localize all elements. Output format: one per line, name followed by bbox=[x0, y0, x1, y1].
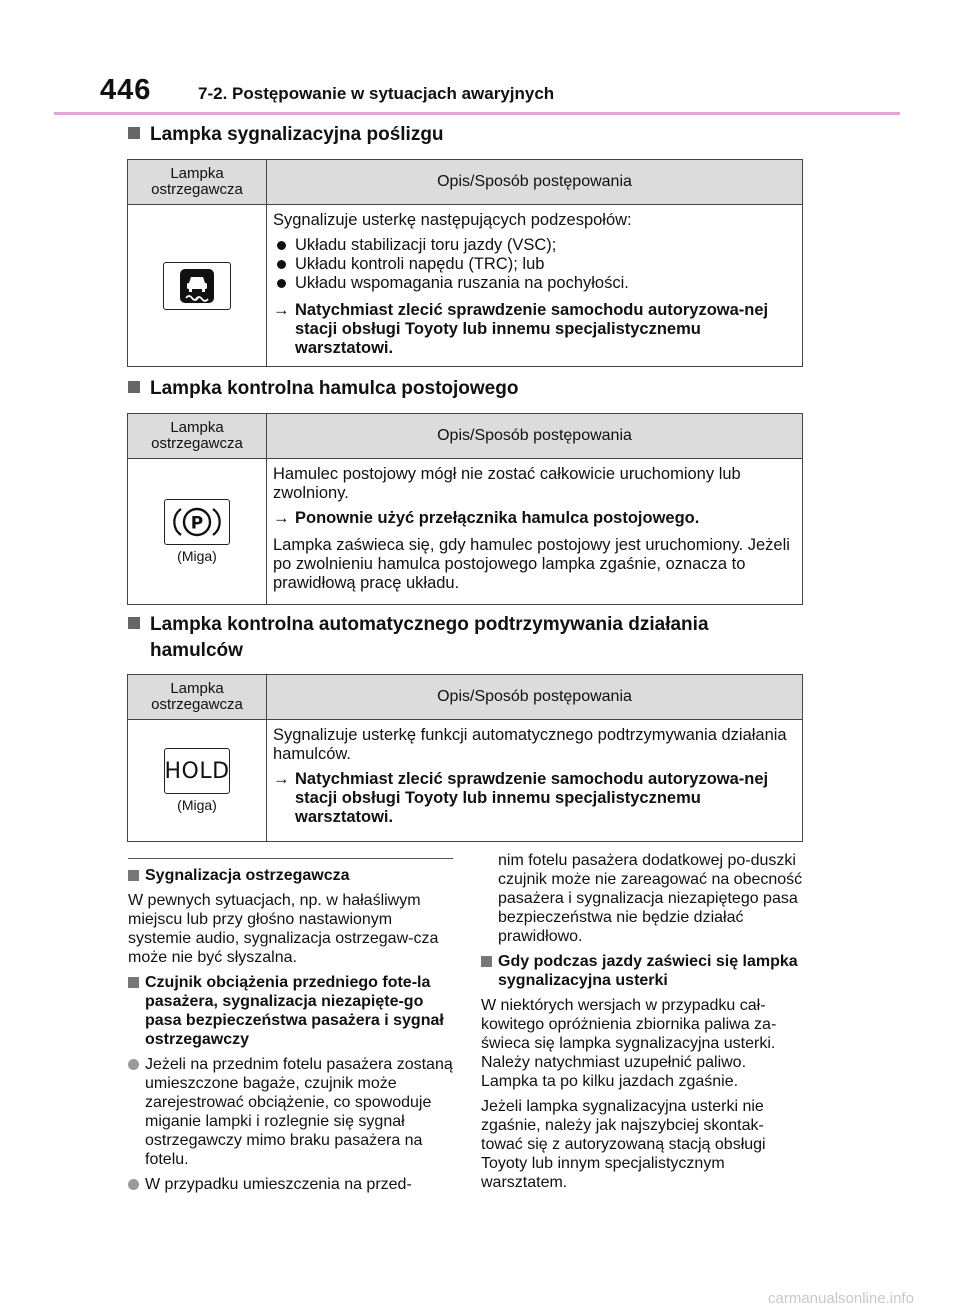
column-header-lamp: Lampka ostrzegawcza bbox=[128, 675, 267, 719]
hold-icon: HOLD bbox=[164, 748, 230, 794]
column-header-description: Opis/Sposób postępowania bbox=[437, 427, 632, 444]
table-skid-lamp bbox=[127, 159, 803, 367]
square-bullet-icon bbox=[128, 127, 140, 139]
subheading: Sygnalizacja ostrzegawcza bbox=[128, 866, 456, 885]
square-bullet-icon bbox=[128, 870, 139, 881]
square-bullet-icon bbox=[128, 381, 140, 393]
round-bullet-icon bbox=[128, 1059, 139, 1070]
parking-brake-icon bbox=[164, 499, 230, 545]
description-cell bbox=[267, 459, 802, 604]
column-divider bbox=[128, 858, 453, 859]
subheading: Czujnik obciążenia przedniego fote-la pasażera, sygnalizacja niezapięte-go pasa bezpieczeństwa pasażera i sygnał ostrzegawczy bbox=[128, 973, 456, 1049]
list-item: W przypadku umieszczenia na przed- bbox=[128, 1175, 456, 1194]
blink-caption: (Miga) bbox=[177, 797, 217, 813]
section-title-skid: Lampka sygnalizacyjna poślizgu bbox=[128, 122, 444, 148]
square-bullet-icon bbox=[128, 617, 140, 629]
description-text: Sygnalizuje usterkę funkcji automatycznego podtrzymywania działania hamulców. bbox=[273, 726, 787, 763]
blink-caption: (Miga) bbox=[177, 548, 217, 564]
paragraph: W niektórych wersjach w przypadku cał-kowitego opróżnienia zbiornika paliwa za-świeca się lampka sygnalizacyjna usterki. Należy natychmiast uzupełnić paliwo. Lampka ta po kilku jazdach zgaśnie. bbox=[481, 997, 777, 1090]
arrow-icon: → bbox=[273, 301, 290, 319]
paragraph: W pewnych sytuacjach, np. w hałaśliwym miejscu lub przy głośno nastawionym systemie audio, sygnalizacja ostrzegaw-cza może nie być słyszalna. bbox=[128, 892, 439, 966]
round-bullet-icon bbox=[128, 1179, 139, 1190]
watermark: carmanualsonline.info bbox=[768, 1290, 914, 1307]
list-item: Układu kontroli napędu (TRC); lub bbox=[273, 255, 792, 274]
square-bullet-icon bbox=[481, 956, 492, 967]
page-number: 446 bbox=[100, 74, 152, 106]
description-text: Lampka zaświeca się, gdy hamulec postojowy jest uruchomiony. Jeżeli po zwolnieniu hamulca postojowego lampka zgaśnie, oznacza to prawidłową pracę układu. bbox=[273, 536, 790, 592]
description-text: Hamulec postojowy mógł nie zostać całkowicie uruchomiony lub zwolniony. bbox=[273, 465, 741, 502]
svg-text:P: P bbox=[190, 513, 204, 534]
paragraph: nim fotelu pasażera dodatkowej po-duszki czujnik może nie zareagować na obecność pasażera i sygnalizacja niezapiętego pasa bezpieczeństwa nie będzie działać prawidłowo. bbox=[498, 852, 803, 945]
skid-warning-icon bbox=[163, 262, 231, 310]
list-item: Jeżeli na przednim fotelu pasażera zostaną umieszczone bagaże, czujnik może zarejestrować obciążenie, co spowoduje miganie lampki i rozlegnie się sygnał ostrzegawczy mimo braku pasażera na fotelu. bbox=[128, 1055, 456, 1169]
chapter-title: 7-2. Postępowanie w sytuacjach awaryjnych bbox=[198, 84, 555, 103]
column-header-lamp: Lampka ostrzegawcza bbox=[128, 414, 267, 458]
arrow-icon: → bbox=[273, 509, 290, 527]
action-text: → Natychmiast zlecić sprawdzenie samochodu autoryzowa-nej stacji obsługi Toyoty lub innemu specjalistycznemu warsztatowi. bbox=[273, 770, 769, 826]
table-brake-hold bbox=[127, 674, 803, 842]
header-divider bbox=[54, 112, 900, 115]
arrow-icon: → bbox=[273, 770, 290, 788]
column-header-description: Opis/Sposób postępowania bbox=[437, 688, 632, 705]
description-cell bbox=[267, 205, 802, 366]
section-title-parking-brake: Lampka kontrolna hamulca postojowego bbox=[128, 376, 518, 402]
description-cell bbox=[267, 720, 802, 841]
list-item: Układu stabilizacji toru jazdy (VSC); bbox=[273, 236, 792, 255]
square-bullet-icon bbox=[128, 977, 139, 988]
table-parking-brake bbox=[127, 413, 803, 605]
action-text: → Natychmiast zlecić sprawdzenie samochodu autoryzowa-nej stacji obsługi Toyoty lub innemu specjalistycznemu warsztatowi. bbox=[273, 301, 769, 357]
section-title-brake-hold: Lampka kontrolna automatycznego podtrzymywania działania hamulców bbox=[128, 612, 709, 664]
list-item: Układu wspomagania ruszania na pochyłości. bbox=[273, 274, 792, 293]
column-header-description: Opis/Sposób postępowania bbox=[437, 173, 632, 190]
page-header bbox=[0, 0, 960, 118]
paragraph: Jeżeli lampka sygnalizacyjna usterki nie zgaśnie, należy jak najszybciej skontak-tować się z autoryzowaną stacją obsługi Toyoty lub innym specjalistycznym warsztatem. bbox=[481, 1098, 766, 1191]
right-column bbox=[481, 851, 803, 1198]
intro-text: Sygnalizuje usterkę następujących podzespołów: bbox=[273, 211, 632, 229]
action-text: → Ponownie użyć przełącznika hamulca postojowego. bbox=[273, 509, 700, 527]
subheading: Gdy podczas jazdy zaświeci się lampka sygnalizacyjna usterki bbox=[481, 952, 803, 990]
column-header-lamp: Lampka ostrzegawcza bbox=[128, 160, 267, 204]
left-column bbox=[128, 866, 456, 1200]
